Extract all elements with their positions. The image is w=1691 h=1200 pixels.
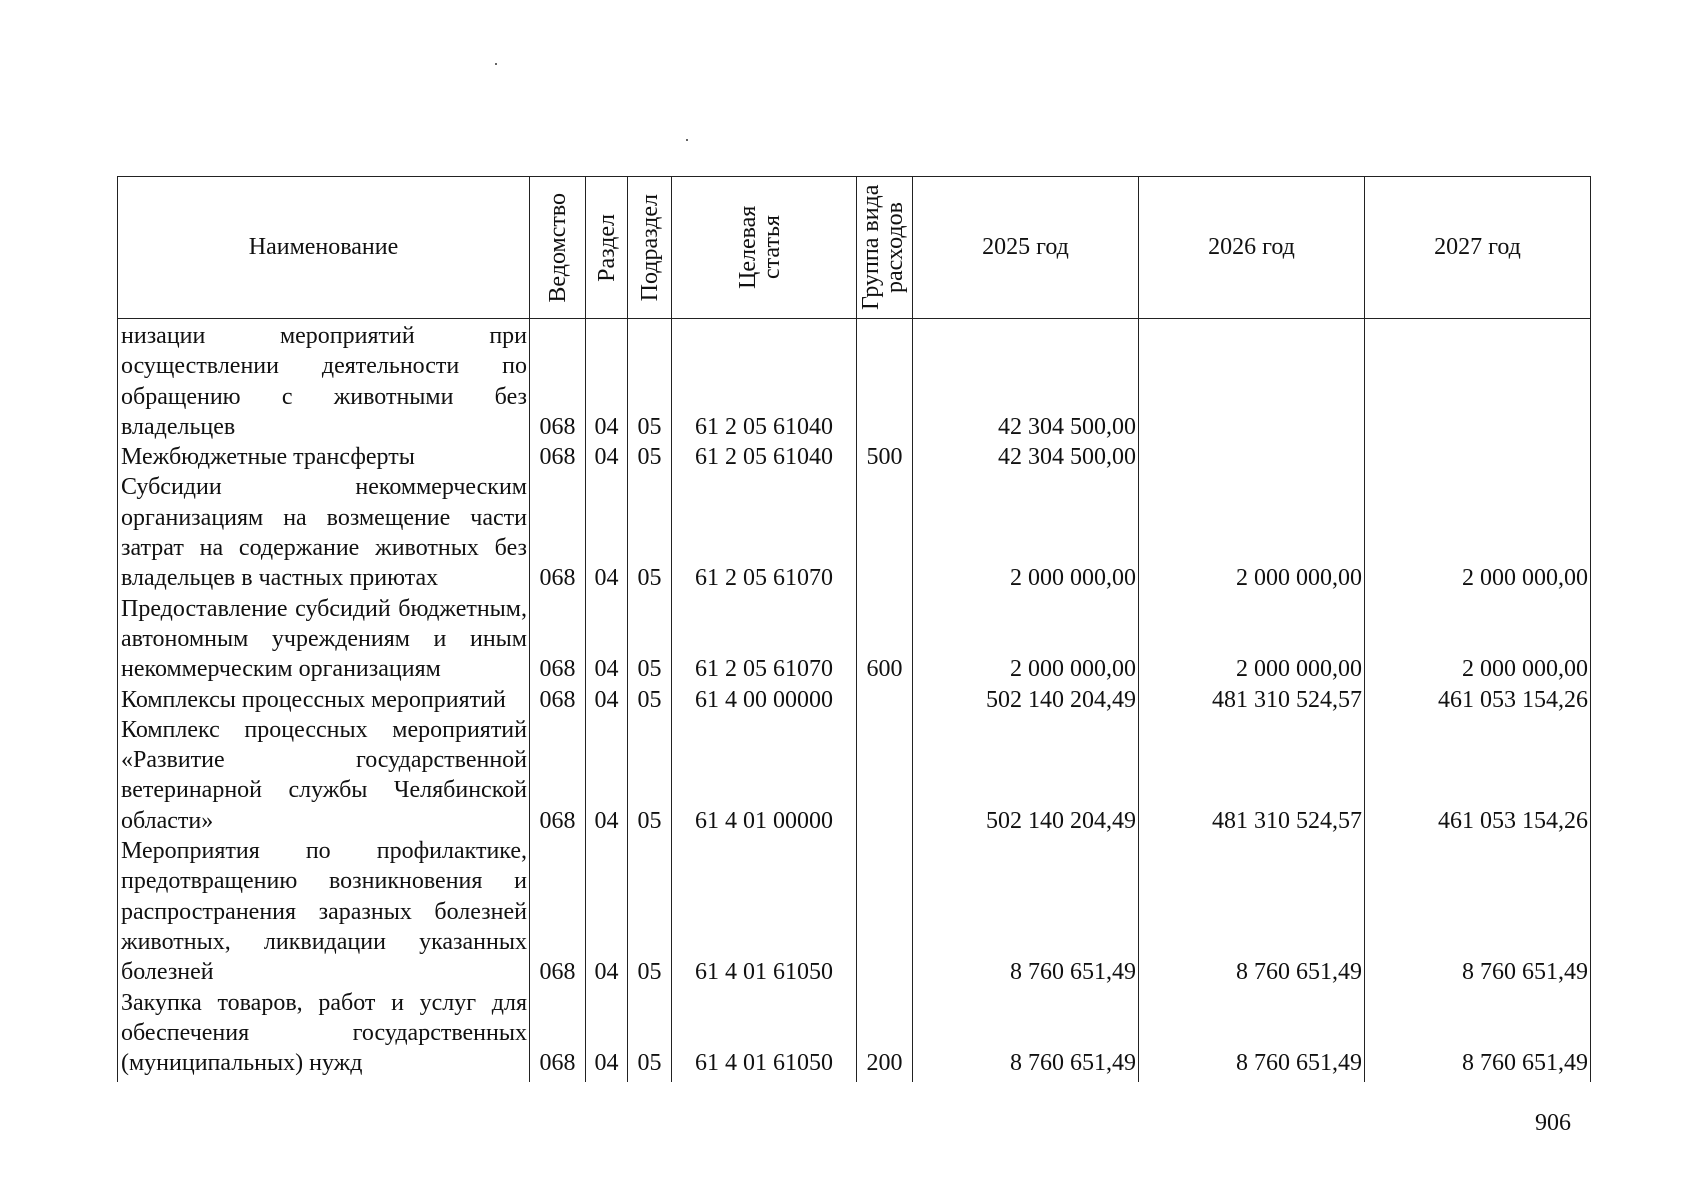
spacer-cell [118, 1078, 530, 1082]
row-celevaya: 61 4 01 61050 [672, 988, 857, 1079]
row-gruppa [857, 836, 913, 987]
row-vedomstvo: 068 [530, 988, 586, 1079]
spacer-cell [913, 1078, 1139, 1082]
row-podrazdel: 05 [628, 442, 672, 472]
row-razdel: 04 [586, 685, 628, 715]
row-amount-2027: 2 000 000,00 [1365, 472, 1591, 593]
row-vedomstvo: 068 [530, 319, 586, 443]
table-row [118, 836, 1591, 987]
row-gruppa [857, 319, 913, 443]
row-razdel: 04 [586, 319, 628, 443]
header-2025: 2025 год [913, 177, 1139, 319]
row-razdel: 04 [586, 594, 628, 685]
row-amount-2025: 502 140 204,49 [913, 685, 1139, 715]
row-vedomstvo: 068 [530, 715, 586, 836]
row-name: Комплекс процессных мероприятий «Развитие государственной ветеринарной службы Челябинской области» [118, 715, 530, 836]
row-podrazdel: 05 [628, 472, 672, 593]
row-celevaya: 61 2 05 61070 [672, 472, 857, 593]
row-name: низации мероприятий при осуществлении деятельности по обращению с животными без владельцев [118, 319, 530, 443]
row-amount-2027: 461 053 154,26 [1365, 715, 1591, 836]
header-row [118, 177, 1591, 319]
spacer-cell [530, 1078, 586, 1082]
header-2026: 2026 год [1139, 177, 1365, 319]
row-gruppa: 200 [857, 988, 913, 1079]
row-amount-2025: 502 140 204,49 [913, 715, 1139, 836]
row-amount-2025: 2 000 000,00 [913, 472, 1139, 593]
spacer-cell [1139, 1078, 1365, 1082]
row-amount-2025: 2 000 000,00 [913, 594, 1139, 685]
row-amount-2026: 8 760 651,49 [1139, 836, 1365, 987]
row-razdel: 04 [586, 836, 628, 987]
row-celevaya: 61 2 05 61070 [672, 594, 857, 685]
page-number: 906 [1535, 1110, 1571, 1136]
header-name: Наименование [118, 177, 530, 319]
row-amount-2027: 2 000 000,00 [1365, 594, 1591, 685]
row-amount-2026: 8 760 651,49 [1139, 988, 1365, 1079]
row-amount-2027: 8 760 651,49 [1365, 988, 1591, 1079]
spacer-cell [857, 1078, 913, 1082]
row-amount-2025: 8 760 651,49 [913, 836, 1139, 987]
row-razdel: 04 [586, 715, 628, 836]
row-amount-2026: 2 000 000,00 [1139, 594, 1365, 685]
row-gruppa: 600 [857, 594, 913, 685]
row-amount-2027 [1365, 319, 1591, 443]
table-row [118, 715, 1591, 836]
row-vedomstvo: 068 [530, 836, 586, 987]
row-amount-2026: 481 310 524,57 [1139, 685, 1365, 715]
table-body [118, 319, 1591, 1083]
header-vedomstvo [530, 177, 586, 319]
header-celevaya [672, 177, 857, 319]
header-gruppa-label: Группа вида расходов [857, 184, 908, 311]
spacer-cell [586, 1078, 628, 1082]
row-podrazdel: 05 [628, 988, 672, 1079]
header-podrazdel-label: Подраздел [636, 193, 663, 302]
header-gruppa [857, 177, 913, 319]
row-gruppa: 500 [857, 442, 913, 472]
header-celevaya-label: Целевая статья [735, 205, 785, 290]
row-vedomstvo: 068 [530, 442, 586, 472]
row-gruppa [857, 472, 913, 593]
table-row [118, 472, 1591, 593]
row-amount-2025: 42 304 500,00 [913, 442, 1139, 472]
row-vedomstvo: 068 [530, 685, 586, 715]
row-celevaya: 61 4 01 61050 [672, 836, 857, 987]
row-podrazdel: 05 [628, 836, 672, 987]
row-amount-2025: 8 760 651,49 [913, 988, 1139, 1079]
scan-speck [495, 63, 497, 65]
row-celevaya: 61 2 05 61040 [672, 442, 857, 472]
spacer-cell [1365, 1078, 1591, 1082]
row-podrazdel: 05 [628, 594, 672, 685]
table-row [118, 319, 1591, 443]
header-2027: 2027 год [1365, 177, 1591, 319]
row-podrazdel: 05 [628, 319, 672, 443]
table-row [118, 988, 1591, 1079]
table-row [118, 442, 1591, 472]
row-name: Межбюджетные трансферты [118, 442, 530, 472]
row-name: Мероприятия по профилактике, предотвращению возникновения и распространения заразных болезней животных, ликвидации указанных болезней [118, 836, 530, 987]
row-amount-2026: 2 000 000,00 [1139, 472, 1365, 593]
row-amount-2027: 8 760 651,49 [1365, 836, 1591, 987]
header-podrazdel [628, 177, 672, 319]
header-vedomstvo-label: Ведомство [544, 192, 571, 303]
row-name: Предоставление субсидий бюджетным, автономным учреждениям и иным некоммерческим организациям [118, 594, 530, 685]
budget-table [117, 176, 1591, 1082]
table-row [118, 685, 1591, 715]
row-podrazdel: 05 [628, 685, 672, 715]
row-razdel: 04 [586, 988, 628, 1079]
row-amount-2026 [1139, 442, 1365, 472]
spacer-cell [672, 1078, 857, 1082]
row-amount-2025: 42 304 500,00 [913, 319, 1139, 443]
row-name: Комплексы процессных мероприятий [118, 685, 530, 715]
row-vedomstvo: 068 [530, 594, 586, 685]
row-razdel: 04 [586, 442, 628, 472]
scan-speck [686, 139, 688, 141]
row-gruppa [857, 715, 913, 836]
row-name: Субсидии некоммерческим организациям на возмещение части затрат на содержание животных без владельцев в частных приютах [118, 472, 530, 593]
row-celevaya: 61 4 00 00000 [672, 685, 857, 715]
row-vedomstvo: 068 [530, 472, 586, 593]
spacer-cell [628, 1078, 672, 1082]
row-amount-2027: 461 053 154,26 [1365, 685, 1591, 715]
row-celevaya: 61 2 05 61040 [672, 319, 857, 443]
row-podrazdel: 05 [628, 715, 672, 836]
row-gruppa [857, 685, 913, 715]
table-bottom-spacer [118, 1078, 1591, 1082]
table-row [118, 594, 1591, 685]
row-amount-2026: 481 310 524,57 [1139, 715, 1365, 836]
row-name: Закупка товаров, работ и услуг для обеспечения государственных (муниципальных) нужд [118, 988, 530, 1079]
row-amount-2027 [1365, 442, 1591, 472]
row-celevaya: 61 4 01 00000 [672, 715, 857, 836]
row-razdel: 04 [586, 472, 628, 593]
row-amount-2026 [1139, 319, 1365, 443]
header-razdel [586, 177, 628, 319]
header-razdel-label: Раздел [593, 213, 620, 282]
